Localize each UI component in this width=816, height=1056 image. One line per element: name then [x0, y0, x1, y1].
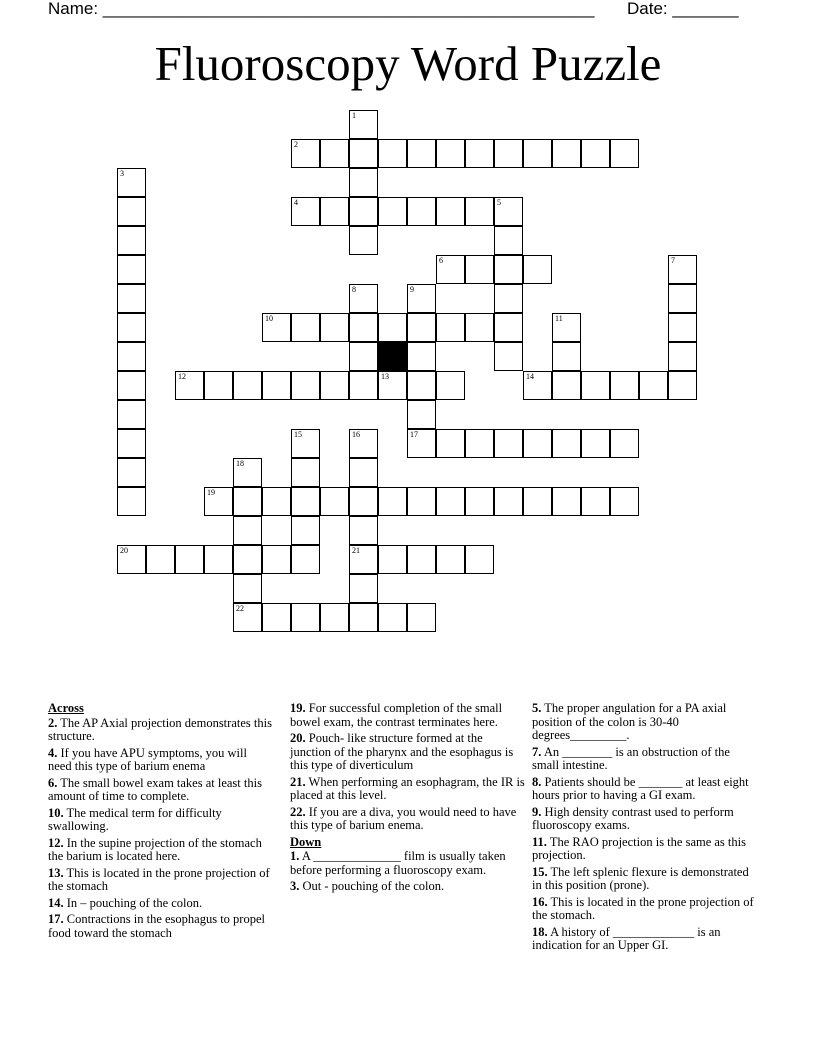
- grid-cell[interactable]: [320, 603, 349, 632]
- grid-cell[interactable]: [668, 255, 697, 284]
- grid-cell[interactable]: [349, 284, 378, 313]
- grid-cell[interactable]: [436, 197, 465, 226]
- grid-cell[interactable]: [465, 545, 494, 574]
- grid-cell[interactable]: [320, 313, 349, 342]
- clue-number: 1: [352, 111, 356, 120]
- grid-cell[interactable]: [436, 487, 465, 516]
- grid-cell[interactable]: [407, 545, 436, 574]
- grid-cell[interactable]: [436, 255, 465, 284]
- blocked-cell: [378, 342, 407, 371]
- grid-cell[interactable]: [436, 139, 465, 168]
- grid-cell[interactable]: [175, 545, 204, 574]
- grid-cell[interactable]: [378, 139, 407, 168]
- grid-cell[interactable]: [668, 284, 697, 313]
- date-field-label: Date: _______: [627, 0, 739, 18]
- grid-cell[interactable]: [262, 313, 291, 342]
- grid-cell[interactable]: [494, 487, 523, 516]
- grid-cell[interactable]: [407, 342, 436, 371]
- grid-cell[interactable]: [378, 487, 407, 516]
- grid-cell[interactable]: [349, 603, 378, 632]
- grid-cell[interactable]: [407, 139, 436, 168]
- across-clue: 4. If you have APU symptoms, you will need this type of barium enema: [48, 745, 247, 773]
- grid-cell[interactable]: [465, 139, 494, 168]
- grid-cell[interactable]: [610, 371, 639, 400]
- grid-cell[interactable]: [349, 226, 378, 255]
- grid-cell[interactable]: [291, 139, 320, 168]
- down-clue: 15. The left splenic flexure is demonstrated in this position (prone).: [532, 864, 749, 892]
- grid-cell[interactable]: [407, 197, 436, 226]
- grid-cell[interactable]: [349, 545, 378, 574]
- grid-cell[interactable]: [378, 197, 407, 226]
- grid-cell[interactable]: [117, 313, 146, 342]
- grid-cell[interactable]: [465, 313, 494, 342]
- grid-cell[interactable]: [494, 139, 523, 168]
- grid-cell[interactable]: [349, 342, 378, 371]
- grid-cell[interactable]: [291, 429, 320, 458]
- grid-cell[interactable]: [523, 255, 552, 284]
- grid-cell[interactable]: [494, 429, 523, 458]
- grid-cell[interactable]: [552, 487, 581, 516]
- grid-cell[interactable]: [233, 545, 262, 574]
- grid-cell[interactable]: [349, 168, 378, 197]
- grid-cell[interactable]: [465, 487, 494, 516]
- grid-cell[interactable]: [378, 313, 407, 342]
- down-clue: 18. A history of _____________ is an indication for an Upper GI.: [532, 924, 721, 952]
- across-clue: 2. The AP Axial projection demonstrates this structure.: [48, 715, 272, 743]
- grid-cell[interactable]: [320, 139, 349, 168]
- across-clue: 10. The medical term for difficulty swallowing.: [48, 805, 222, 833]
- grid-cell[interactable]: [668, 342, 697, 371]
- grid-cell[interactable]: [610, 487, 639, 516]
- clue-number: 18: [236, 459, 244, 468]
- grid-cell[interactable]: [291, 458, 320, 487]
- grid-cell[interactable]: [349, 139, 378, 168]
- grid-cell[interactable]: [436, 371, 465, 400]
- grid-cell[interactable]: [117, 197, 146, 226]
- down-clue: 11. The RAO projection is the same as this projection.: [532, 834, 746, 862]
- grid-cell[interactable]: [233, 371, 262, 400]
- clue-number: 20: [120, 546, 128, 555]
- grid-cell[interactable]: [349, 429, 378, 458]
- clue-number: 16: [352, 430, 360, 439]
- clue-number: 7: [671, 256, 675, 265]
- down-clue: 16. This is located in the prone projection of the stomach.: [532, 894, 754, 922]
- grid-cell[interactable]: [349, 313, 378, 342]
- grid-cell[interactable]: [581, 487, 610, 516]
- grid-cell[interactable]: [117, 168, 146, 197]
- grid-cell[interactable]: [204, 371, 233, 400]
- grid-cell[interactable]: [610, 139, 639, 168]
- grid-cell[interactable]: [465, 255, 494, 284]
- clue-number: 17: [410, 430, 418, 439]
- grid-cell[interactable]: [117, 255, 146, 284]
- name-field-label: Name: ____________________________________________________: [48, 0, 595, 18]
- grid-cell[interactable]: [552, 429, 581, 458]
- grid-cell[interactable]: [291, 313, 320, 342]
- clue-number: 8: [352, 285, 356, 294]
- grid-cell[interactable]: [581, 429, 610, 458]
- grid-cell[interactable]: [349, 110, 378, 139]
- across-clue: 19. For successful completion of the small bowel exam, the contrast terminates here.: [290, 701, 503, 729]
- across-clue: 14. In – pouching of the colon.: [48, 895, 203, 910]
- grid-cell[interactable]: [407, 371, 436, 400]
- grid-cell[interactable]: [407, 400, 436, 429]
- clue-number: 5: [497, 198, 501, 207]
- grid-cell[interactable]: [494, 284, 523, 313]
- grid-cell[interactable]: [581, 371, 610, 400]
- grid-cell[interactable]: [320, 487, 349, 516]
- grid-cell[interactable]: [117, 284, 146, 313]
- grid-cell[interactable]: [175, 371, 204, 400]
- down-clue: 7. An ________ is an obstruction of the small intestine.: [532, 744, 730, 772]
- grid-cell[interactable]: [552, 342, 581, 371]
- grid-cell[interactable]: [349, 574, 378, 603]
- clue-number: 6: [439, 256, 443, 265]
- page-title: Fluoroscopy Word Puzzle: [154, 36, 662, 91]
- grid-cell[interactable]: [552, 313, 581, 342]
- grid-cell[interactable]: [291, 487, 320, 516]
- clue-number: 3: [120, 169, 124, 178]
- grid-cell[interactable]: [494, 313, 523, 342]
- grid-cell[interactable]: [117, 429, 146, 458]
- clue-number: 13: [381, 372, 389, 381]
- grid-cell[interactable]: [407, 313, 436, 342]
- grid-cell[interactable]: [349, 516, 378, 545]
- grid-cell[interactable]: [204, 487, 233, 516]
- grid-cell[interactable]: [552, 139, 581, 168]
- grid-cell[interactable]: [639, 371, 668, 400]
- grid-cell[interactable]: [233, 516, 262, 545]
- grid-cell[interactable]: [291, 197, 320, 226]
- down-clue: 1. A ______________ film is usually taken before performing a fluoroscopy exam.: [290, 849, 506, 877]
- clue-column-3: [532, 702, 754, 956]
- grid-cell[interactable]: [117, 545, 146, 574]
- grid-cell[interactable]: [349, 371, 378, 400]
- across-clue: 13. This is located in the prone projection of the stomach: [48, 865, 270, 893]
- grid-cell[interactable]: [349, 487, 378, 516]
- grid-cell[interactable]: [436, 429, 465, 458]
- grid-cell[interactable]: [117, 400, 146, 429]
- clue-number: 4: [294, 198, 298, 207]
- grid-cell[interactable]: [523, 487, 552, 516]
- clue-number: 11: [555, 314, 563, 323]
- grid-cell[interactable]: [407, 429, 436, 458]
- clue-number: 10: [265, 314, 273, 323]
- across-clue: 12. In the supine projection of the stomach the barium is located here.: [48, 835, 262, 863]
- grid-cell[interactable]: [233, 574, 262, 603]
- grid-cell[interactable]: [552, 371, 581, 400]
- grid-cell[interactable]: [117, 226, 146, 255]
- grid-cell[interactable]: [436, 313, 465, 342]
- grid-cell[interactable]: [349, 458, 378, 487]
- grid-cell[interactable]: [233, 487, 262, 516]
- grid-cell[interactable]: [610, 429, 639, 458]
- down-clue: 3. Out - pouching of the colon.: [290, 879, 445, 893]
- across-clue: 6. The small bowel exam takes at least this amount of time to complete.: [48, 775, 262, 803]
- grid-cell[interactable]: [668, 371, 697, 400]
- down-clue: 9. High density contrast used to perform fluoroscopy exams.: [532, 804, 734, 832]
- clue-number: 22: [236, 604, 244, 613]
- grid-cell[interactable]: [204, 545, 233, 574]
- down-clue: 5. The proper angulation for a PA axial position of the colon is 30-40 degrees_________.: [532, 701, 727, 742]
- grid-cell[interactable]: [291, 371, 320, 400]
- grid-cell[interactable]: [523, 429, 552, 458]
- grid-cell[interactable]: [407, 284, 436, 313]
- grid-cell[interactable]: [320, 371, 349, 400]
- across-clue: 17. Contractions in the esophagus to propel food toward the stomach: [48, 912, 265, 940]
- grid-cell[interactable]: [262, 371, 291, 400]
- grid-cell[interactable]: [436, 545, 465, 574]
- clue-number: 2: [294, 140, 298, 149]
- clue-number: 19: [207, 488, 215, 497]
- grid-cell[interactable]: [349, 197, 378, 226]
- grid-cell[interactable]: [523, 371, 552, 400]
- grid-cell[interactable]: [262, 487, 291, 516]
- grid-cell[interactable]: [233, 458, 262, 487]
- grid-cell[interactable]: [494, 342, 523, 371]
- grid-cell[interactable]: [262, 545, 291, 574]
- grid-cell[interactable]: [117, 342, 146, 371]
- grid-cell[interactable]: [291, 545, 320, 574]
- grid-cell[interactable]: [407, 487, 436, 516]
- grid-cell[interactable]: [117, 487, 146, 516]
- across-clue: 22. If you are a diva, you would need to have this type of barium enema.: [290, 804, 517, 832]
- grid-cell[interactable]: [407, 603, 436, 632]
- across-clue: 20. Pouch- like structure formed at the junction of the pharynx and the esophagus is this type of diverticulum: [290, 731, 514, 772]
- grid-cell[interactable]: [291, 603, 320, 632]
- grid-cell[interactable]: [668, 313, 697, 342]
- clue-number: 15: [294, 430, 302, 439]
- grid-cell[interactable]: [494, 226, 523, 255]
- grid-cell[interactable]: [146, 545, 175, 574]
- across-clue: 21. When performing an esophagram, the IR is placed at this level.: [290, 774, 525, 802]
- grid-cell[interactable]: [320, 197, 349, 226]
- clue-number: 14: [526, 372, 534, 381]
- grid-cell[interactable]: [378, 545, 407, 574]
- grid-cell[interactable]: [291, 516, 320, 545]
- grid-cell[interactable]: [494, 255, 523, 284]
- grid-cell[interactable]: [378, 371, 407, 400]
- down-clue: 8. Patients should be _______ at least eight hours prior to having a GI exam.: [532, 774, 749, 802]
- grid-cell[interactable]: [378, 603, 407, 632]
- grid-cell[interactable]: [262, 603, 291, 632]
- clue-number: 12: [178, 372, 186, 381]
- down-heading: Down: [290, 834, 322, 849]
- clue-number: 9: [410, 285, 414, 294]
- grid-cell[interactable]: [117, 458, 146, 487]
- grid-cell[interactable]: [494, 197, 523, 226]
- clue-column-2: [290, 702, 526, 897]
- clue-column-1: [48, 702, 273, 943]
- across-heading: Across: [48, 701, 84, 715]
- grid-cell[interactable]: [465, 429, 494, 458]
- grid-cell[interactable]: [233, 603, 262, 632]
- grid-cell[interactable]: [465, 197, 494, 226]
- grid-cell[interactable]: [581, 139, 610, 168]
- clue-number: 21: [352, 546, 360, 555]
- grid-cell[interactable]: [117, 371, 146, 400]
- grid-cell[interactable]: [523, 139, 552, 168]
